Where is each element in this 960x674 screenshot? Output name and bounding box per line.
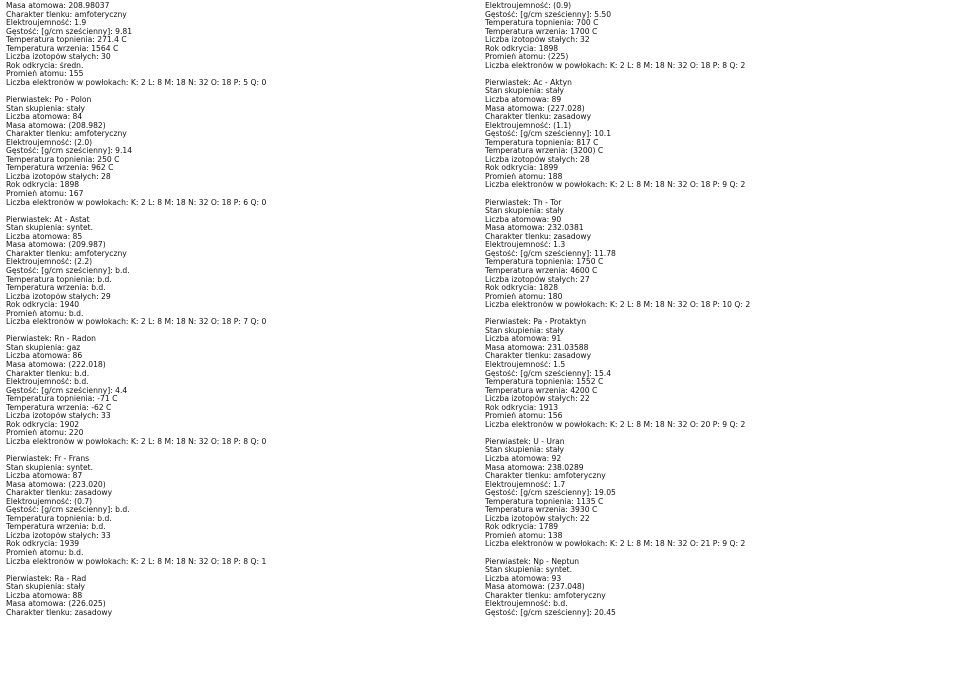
element-heading: Pierwiastek: Pa - Protaktyn xyxy=(485,318,587,327)
property-line: Charakter tlenku: zasadowy xyxy=(485,113,592,122)
property-line: Elektroujemność: (1.1) xyxy=(485,121,572,130)
element-heading: Pierwiastek: U - Uran xyxy=(485,437,565,446)
property-line: Temperatura topnienia: 700 C xyxy=(485,19,599,28)
property-line: Charakter tlenku: zasadowy xyxy=(6,489,113,498)
property-line: Liczba izotopów stałych: 28 xyxy=(6,172,111,181)
property-line: Liczba izotopów stałych: 33 xyxy=(6,412,111,421)
property-line: Rok odkrycia: 1940 xyxy=(6,301,80,310)
property-line: Stan skupienia: syntet. xyxy=(6,224,94,233)
property-line: Promień atomu: 220 xyxy=(6,429,84,438)
property-line: Rok odkrycia: 1789 xyxy=(485,523,559,532)
property-line: Charakter tlenku: b.d. xyxy=(6,369,90,378)
blank-line xyxy=(485,70,955,79)
property-line: Liczba izotopów stałych: 32 xyxy=(485,36,590,45)
property-line: Stan skupienia: stały xyxy=(485,87,565,96)
property-line: Elektroujemność: 1.3 xyxy=(485,241,566,250)
property-line: Promień atomu: 155 xyxy=(6,70,84,79)
property-line: Elektroujemność: b.d. xyxy=(6,378,89,387)
property-line: Liczba elektronów w powłokach: K: 2 L: 8 M: 18 N: 32 O: 20 P: 9 Q: 2 xyxy=(485,420,746,429)
property-line: Elektroujemność: (0.7) xyxy=(6,497,93,506)
property-line: Stan skupienia: gaz xyxy=(6,343,81,352)
property-line: Charakter tlenku: zasadowy xyxy=(485,352,592,361)
property-line: Liczba izotopów stałych: 28 xyxy=(485,155,590,164)
property-line: Gęstość: [g/cm sześcienny]: 10.1 xyxy=(485,130,612,139)
right-column xyxy=(485,2,955,617)
property-line: Charakter tlenku: amfoteryczny xyxy=(6,130,127,139)
property-line: Liczba elektronów w powłokach: K: 2 L: 8 M: 18 N: 32 O: 18 P: 8 Q: 2 xyxy=(485,61,746,70)
property-line: Elektroujemność: 1.7 xyxy=(485,480,566,489)
property-line: Masa atomowa: (226.025) xyxy=(6,600,106,609)
property-line: Promień atomu: 156 xyxy=(485,412,563,421)
property-line: Liczba atomowa: 93 xyxy=(485,574,562,583)
property-line: Elektroujemność: (0.9) xyxy=(485,2,572,10)
property-line: Promień atomu: 188 xyxy=(485,172,563,181)
property-line: Liczba izotopów stałych: 30 xyxy=(6,53,111,62)
property-line: Liczba elektronów w powłokach: K: 2 L: 8 M: 18 N: 32 O: 18 P: 8 Q: 0 xyxy=(6,437,267,446)
property-line: Temperatura wrzenia: (3200) C xyxy=(485,147,604,156)
element-heading: Pierwiastek: Rn - Radon xyxy=(6,335,96,344)
property-line: Liczba elektronów w powłokach: K: 2 L: 8 M: 18 N: 32 O: 21 P: 9 Q: 2 xyxy=(485,540,746,549)
property-line: Temperatura wrzenia: 962 C xyxy=(6,164,114,173)
property-line: Promień atomu: 180 xyxy=(485,292,563,301)
property-line: Gęstość: [g/cm sześcienny]: b.d. xyxy=(6,266,130,275)
property-line: Stan skupienia: stały xyxy=(485,207,565,216)
property-line: Masa atomowa: 231.03588 xyxy=(485,343,589,352)
property-line: Elektroujemność: 1.5 xyxy=(485,360,566,369)
property-line: Stan skupienia: stały xyxy=(485,326,565,335)
blank-line xyxy=(6,207,476,216)
property-line: Gęstość: [g/cm sześcienny]: 9.81 xyxy=(6,27,133,36)
property-line: Charakter tlenku: amfoteryczny xyxy=(6,10,127,19)
property-line: Liczba elektronów w powłokach: K: 2 L: 8 M: 18 N: 32 O: 18 P: 9 Q: 2 xyxy=(485,181,746,190)
property-line: Liczba elektronów w powłokach: K: 2 L: 8 M: 18 N: 32 O: 18 P: 10 Q: 2 xyxy=(485,301,751,310)
element-heading: Pierwiastek: Th - Tor xyxy=(485,198,562,207)
blank-line xyxy=(6,87,476,96)
property-line: Temperatura wrzenia: 4600 C xyxy=(485,266,598,275)
property-line: Liczba atomowa: 87 xyxy=(6,472,83,481)
property-line: Rok odkrycia: średn. xyxy=(6,61,84,70)
property-line: Masa atomowa: 238.0289 xyxy=(485,463,584,472)
element-heading: Pierwiastek: Fr - Frans xyxy=(6,454,90,463)
element-heading: Pierwiastek: At - Astat xyxy=(6,215,90,224)
property-line: Temperatura topnienia: 1750 C xyxy=(485,258,604,267)
property-line: Rok odkrycia: 1898 xyxy=(485,44,559,53)
property-line: Liczba atomowa: 89 xyxy=(485,96,562,105)
property-line: Gęstość: [g/cm sześcienny]: 5.50 xyxy=(485,10,612,19)
property-line: Elektroujemność: b.d. xyxy=(485,600,568,609)
property-line: Temperatura topnienia: -71 C xyxy=(6,395,118,404)
property-line: Gęstość: [g/cm sześcienny]: 20.45 xyxy=(485,608,616,617)
blank-line xyxy=(6,327,476,336)
property-line: Stan skupienia: syntet. xyxy=(6,463,94,472)
property-line: Rok odkrycia: 1902 xyxy=(6,420,80,429)
property-line: Stan skupienia: stały xyxy=(6,583,86,592)
blank-line xyxy=(6,566,476,575)
property-line: Liczba izotopów stałych: 33 xyxy=(6,531,111,540)
blank-line xyxy=(485,429,955,438)
property-line: Charakter tlenku: zasadowy xyxy=(485,232,592,241)
property-line: Liczba elektronów w powłokach: K: 2 L: 8 M: 18 N: 32 O: 18 P: 7 Q: 0 xyxy=(6,318,267,327)
property-line: Temperatura topnienia: 817 C xyxy=(485,138,599,147)
property-line: Masa atomowa: (237.048) xyxy=(485,583,585,592)
property-line: Rok odkrycia: 1913 xyxy=(485,403,559,412)
property-line: Promień atomu: 167 xyxy=(6,190,84,199)
property-line: Liczba izotopów stałych: 22 xyxy=(485,514,590,523)
element-heading: Pierwiastek: Po - Polon xyxy=(6,96,92,105)
property-line: Temperatura wrzenia: b.d. xyxy=(6,284,106,293)
property-line: Temperatura wrzenia: b.d. xyxy=(6,523,106,532)
element-heading: Pierwiastek: Ra - Rad xyxy=(6,574,87,583)
property-line: Temperatura topnienia: 271.4 C xyxy=(6,36,127,45)
property-line: Rok odkrycia: 1939 xyxy=(6,540,80,549)
property-line: Rok odkrycia: 1898 xyxy=(6,181,80,190)
property-line: Gęstość: [g/cm sześcienny]: 9.14 xyxy=(6,147,133,156)
property-line: Liczba izotopów stałych: 29 xyxy=(6,292,111,301)
property-line: Temperatura wrzenia: 4200 C xyxy=(485,386,598,395)
property-line: Gęstość: [g/cm sześcienny]: 15.4 xyxy=(485,369,612,378)
property-line: Masa atomowa: (209.987) xyxy=(6,241,106,250)
property-line: Liczba elektronów w powłokach: K: 2 L: 8 M: 18 N: 32 O: 18 P: 5 Q: 0 xyxy=(6,78,267,87)
property-line: Masa atomowa: 208.98037 xyxy=(6,2,110,10)
property-line: Charakter tlenku: amfoteryczny xyxy=(6,249,127,258)
property-line: Temperatura topnienia: b.d. xyxy=(6,514,112,523)
property-line: Temperatura wrzenia: 1700 C xyxy=(485,27,598,36)
property-line: Temperatura topnienia: b.d. xyxy=(6,275,112,284)
property-line: Gęstość: [g/cm sześcienny]: 4.4 xyxy=(6,386,128,395)
property-line: Gęstość: [g/cm sześcienny]: 19.05 xyxy=(485,489,616,498)
property-line: Stan skupienia: syntet. xyxy=(485,566,573,575)
property-line: Liczba izotopów stałych: 22 xyxy=(485,395,590,404)
property-line: Promień atomu: (225) xyxy=(485,53,569,62)
property-line: Liczba atomowa: 90 xyxy=(485,215,562,224)
element-heading: Pierwiastek: Ac - Aktyn xyxy=(485,78,572,87)
property-line: Charakter tlenku: amfoteryczny xyxy=(485,472,606,481)
blank-line xyxy=(485,549,955,558)
property-line: Rok odkrycia: 1828 xyxy=(485,284,559,293)
property-line: Temperatura topnienia: 1552 C xyxy=(485,378,604,387)
property-line: Promień atomu: 138 xyxy=(485,531,563,540)
property-line: Temperatura wrzenia: 3930 C xyxy=(485,506,598,515)
property-line: Liczba atomowa: 92 xyxy=(485,454,562,463)
property-line: Temperatura topnienia: 250 C xyxy=(6,155,120,164)
left-column xyxy=(6,2,476,617)
property-line: Promień atomu: b.d. xyxy=(6,309,84,318)
property-line: Liczba atomowa: 91 xyxy=(485,335,562,344)
property-line: Elektroujemność: 1.9 xyxy=(6,19,87,28)
property-line: Stan skupienia: stały xyxy=(485,446,565,455)
property-line: Masa atomowa: (227.028) xyxy=(485,104,585,113)
blank-line xyxy=(485,310,955,319)
property-line: Masa atomowa: (208.982) xyxy=(6,121,106,130)
property-line: Stan skupienia: stały xyxy=(6,104,86,113)
property-line: Liczba atomowa: 88 xyxy=(6,591,83,600)
property-line: Liczba elektronów w powłokach: K: 2 L: 8 M: 18 N: 32 O: 18 P: 8 Q: 1 xyxy=(6,557,267,566)
property-line: Liczba atomowa: 86 xyxy=(6,352,83,361)
property-line: Masa atomowa: (222.018) xyxy=(6,360,106,369)
element-heading: Pierwiastek: Np - Neptun xyxy=(485,557,580,566)
property-line: Liczba atomowa: 84 xyxy=(6,113,83,122)
property-line: Liczba izotopów stałych: 27 xyxy=(485,275,590,284)
property-line: Masa atomowa: 232.0381 xyxy=(485,224,584,233)
property-line: Charakter tlenku: amfoteryczny xyxy=(485,591,606,600)
blank-line xyxy=(6,446,476,455)
property-line: Temperatura topnienia: 1135 C xyxy=(485,497,604,506)
property-line: Masa atomowa: (223.020) xyxy=(6,480,106,489)
property-line: Gęstość: [g/cm sześcienny]: 11.78 xyxy=(485,249,616,258)
property-line: Liczba atomowa: 85 xyxy=(6,232,83,241)
property-line: Rok odkrycia: 1899 xyxy=(485,164,559,173)
blank-line xyxy=(485,190,955,199)
property-line: Gęstość: [g/cm sześcienny]: b.d. xyxy=(6,506,130,515)
property-line: Temperatura wrzenia: 1564 C xyxy=(6,44,119,53)
property-line: Liczba elektronów w powłokach: K: 2 L: 8 M: 18 N: 32 O: 18 P: 6 Q: 0 xyxy=(6,198,267,207)
property-line: Charakter tlenku: zasadowy xyxy=(6,608,113,617)
property-line: Promień atomu: b.d. xyxy=(6,549,84,557)
property-line: Elektroujemność: (2.2) xyxy=(6,258,93,267)
property-line: Elektroujemność: (2.0) xyxy=(6,138,93,147)
property-line: Temperatura wrzenia: -62 C xyxy=(6,403,112,412)
